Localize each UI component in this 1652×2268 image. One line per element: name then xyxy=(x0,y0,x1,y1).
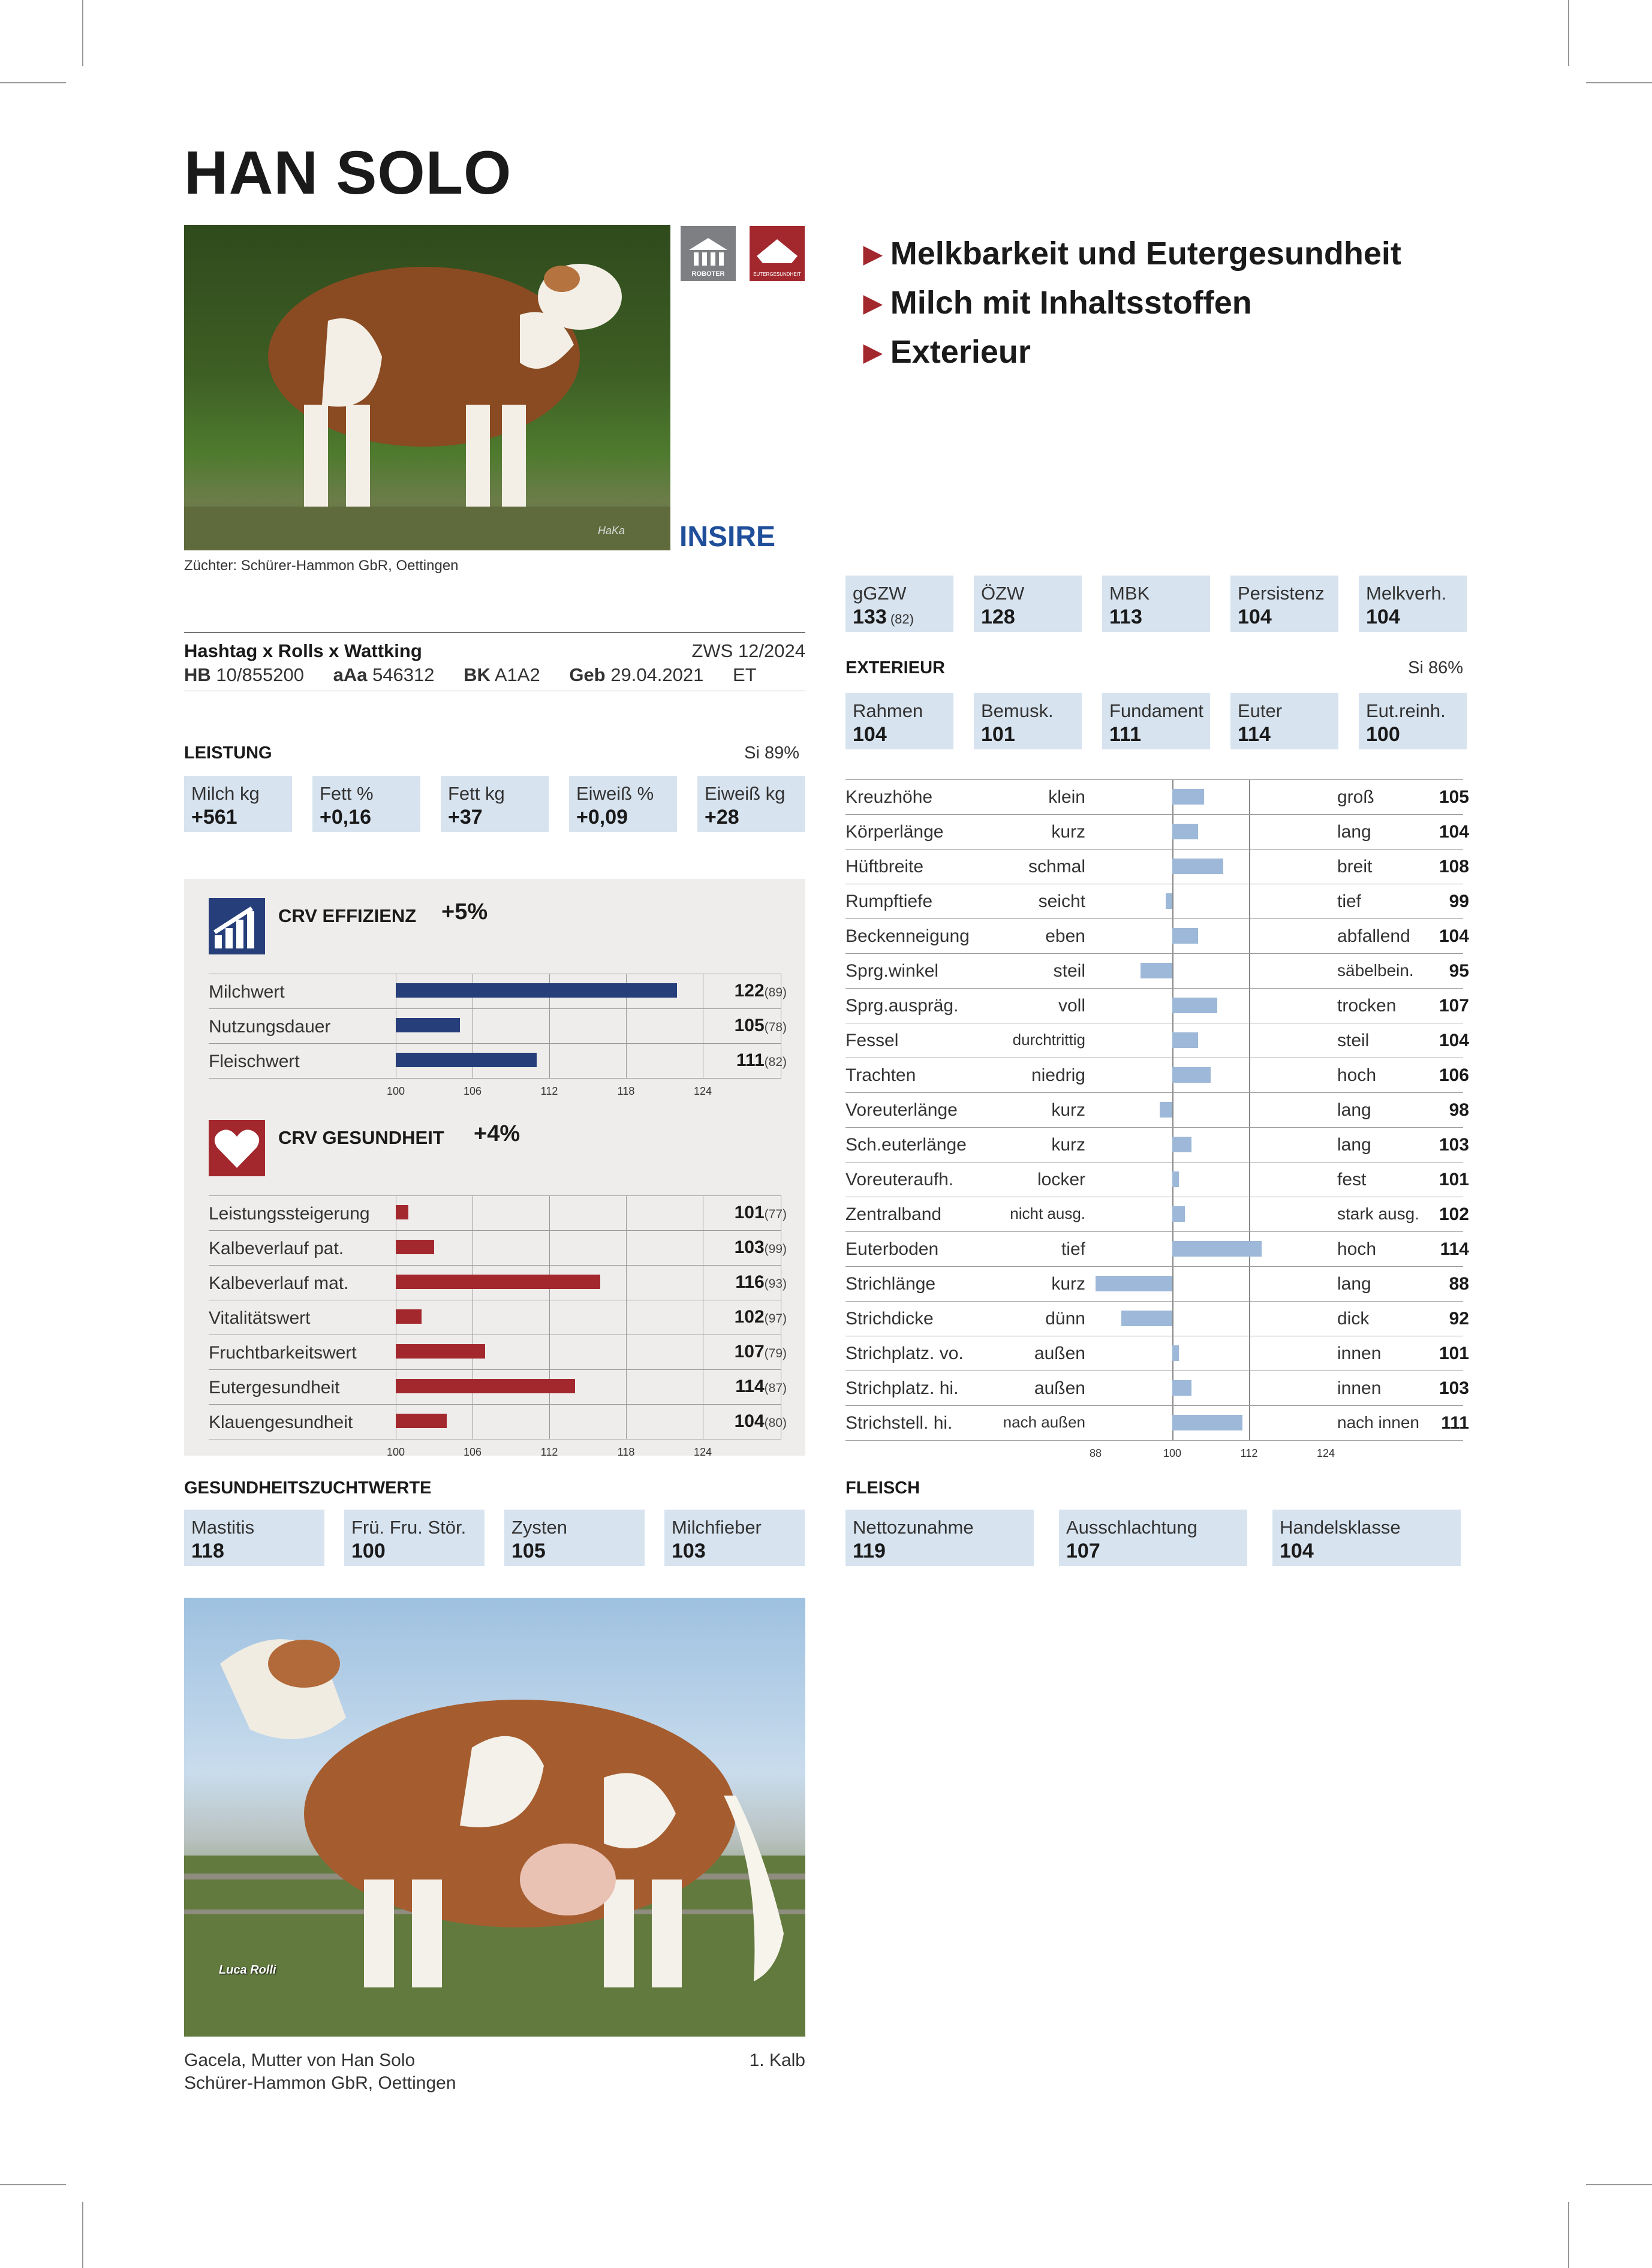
value-box-value: 104 xyxy=(1238,606,1272,628)
value-box-label: Melkverh. xyxy=(1366,583,1447,604)
value-box-si: (82) xyxy=(886,612,914,627)
trait-name: Körperlänge xyxy=(845,822,944,842)
trait-name: Strichdicke xyxy=(845,1309,934,1329)
crop-mark xyxy=(1568,2202,1569,2268)
axis-tick: 106 xyxy=(463,1085,482,1097)
bar-label: Nutzungsdauer xyxy=(209,1017,331,1037)
trait-high: innen xyxy=(1337,1378,1382,1398)
bar-value: 102(97) xyxy=(734,1307,787,1327)
trait-high: hoch xyxy=(1337,1065,1377,1085)
axis-tick: 118 xyxy=(617,1446,635,1458)
value-box-value: 118 xyxy=(191,1540,224,1562)
value-box-label: Fundament xyxy=(1109,700,1203,721)
trait-low: tief xyxy=(1061,1239,1085,1259)
trait-name: Sprg.auspräg. xyxy=(845,996,959,1016)
axis-tick: 124 xyxy=(1316,1447,1335,1459)
value-box-label: Frü. Fru. Stör. xyxy=(351,1517,467,1538)
pedigree-line: Hashtag x Rolls x Wattking xyxy=(184,640,422,661)
crop-mark xyxy=(1586,82,1652,83)
value-box-label: Eut.reinh. xyxy=(1366,700,1446,721)
bar-label: Klauengesundheit xyxy=(209,1412,353,1432)
trait-value: 107 xyxy=(1439,996,1469,1016)
trait-name: Euterboden xyxy=(845,1239,939,1259)
trait-high: nach innen xyxy=(1337,1413,1420,1432)
value-box-value: 100 xyxy=(351,1540,386,1562)
value-box xyxy=(1359,693,1467,749)
value-box xyxy=(344,1510,485,1566)
photo-caption: Züchter: Schürer-Hammon GbR, Oettingen xyxy=(184,558,459,574)
bar xyxy=(396,983,677,998)
bar xyxy=(396,1053,537,1067)
trait-name: Strichplatz. vo. xyxy=(845,1344,964,1363)
row-divider xyxy=(845,849,1463,850)
grid-line xyxy=(1249,779,1250,1440)
value-box-value: 100 xyxy=(1366,723,1400,746)
trait-low: niedrig xyxy=(1031,1065,1085,1085)
arrow-icon: ▶ xyxy=(863,339,882,366)
bar-value: 107(79) xyxy=(734,1342,787,1362)
trait-bar xyxy=(1172,824,1198,839)
bullet-item: ▶ Milch mit Inhaltsstoffen xyxy=(863,285,1252,321)
trait-value: 104 xyxy=(1439,926,1469,946)
value-box-label: Ausschlachtung xyxy=(1066,1517,1197,1538)
value-box xyxy=(312,776,420,832)
trait-value: 111 xyxy=(1441,1413,1469,1433)
efficiency-icon xyxy=(209,898,265,954)
value-box xyxy=(1359,576,1467,632)
row-divider xyxy=(209,1369,781,1370)
value-box-label: Persistenz xyxy=(1238,583,1325,604)
value-box xyxy=(664,1510,805,1566)
gesundheitszucht-title: GESUNDHEITSZUCHTWERTE xyxy=(184,1478,432,1498)
bar-si: (99) xyxy=(764,1242,787,1256)
value-box-label: ÖZW xyxy=(981,583,1025,604)
axis-tick: 118 xyxy=(617,1085,635,1097)
bar-label: Fleischwert xyxy=(209,1052,300,1071)
trait-bar xyxy=(1121,1311,1172,1326)
row-divider xyxy=(209,1008,781,1009)
row-divider xyxy=(209,1195,781,1196)
value-box-label: Euter xyxy=(1238,700,1283,721)
value-box-value: 104 xyxy=(1280,1540,1314,1562)
axis-tick: 106 xyxy=(463,1446,482,1458)
trait-low: nach außen xyxy=(1003,1413,1085,1431)
value-box-value: 133 (82) xyxy=(853,606,914,628)
trait-value: 105 xyxy=(1439,787,1469,807)
value-box xyxy=(504,1510,645,1566)
value-box-label: Rahmen xyxy=(853,700,923,721)
value-box-value: +0,16 xyxy=(320,806,372,829)
trait-low: klein xyxy=(1048,787,1085,807)
bar-si: (80) xyxy=(764,1416,787,1430)
row-divider xyxy=(845,918,1463,919)
value-box xyxy=(974,576,1082,632)
trait-bar xyxy=(1172,998,1217,1013)
crop-mark xyxy=(0,2184,66,2185)
bar-label: Milchwert xyxy=(209,982,285,1002)
zws-date: ZWS 12/2024 xyxy=(691,640,805,661)
trait-name: Beckenneigung xyxy=(845,926,970,946)
trait-name: Zentralband xyxy=(845,1204,942,1224)
mother-caption: Gacela, Mutter von Han Solo xyxy=(184,2050,416,2070)
axis-tick: 100 xyxy=(1163,1447,1182,1459)
trait-high: lang xyxy=(1337,1274,1371,1294)
trait-value: 101 xyxy=(1439,1344,1469,1363)
axis-tick: 112 xyxy=(1240,1447,1258,1459)
grid-line xyxy=(626,1195,627,1439)
row-divider xyxy=(209,1404,781,1405)
trait-bar xyxy=(1172,1137,1191,1152)
value-box-value: +561 xyxy=(191,806,237,829)
trait-value: 95 xyxy=(1449,961,1469,981)
trait-bar xyxy=(1172,1345,1179,1361)
bar-label: Fruchtbarkeitswert xyxy=(209,1343,357,1363)
crv-gesundheit-pct: +4% xyxy=(474,1121,520,1146)
value-box-label: Nettozunahme xyxy=(853,1517,974,1538)
trait-name: Sprg.winkel xyxy=(845,961,939,981)
value-box-label: Eiweiß kg xyxy=(705,783,786,804)
value-box-value: 119 xyxy=(853,1540,886,1562)
trait-value: 108 xyxy=(1439,857,1469,877)
trait-high: lang xyxy=(1337,1135,1371,1155)
trait-high: dick xyxy=(1337,1309,1370,1329)
trait-low: kurz xyxy=(1051,822,1085,842)
row-divider xyxy=(209,1043,781,1044)
trait-bar xyxy=(1172,1171,1179,1187)
trait-value: 88 xyxy=(1449,1274,1469,1294)
axis-tick: 112 xyxy=(540,1085,558,1097)
photo-watermark: HaKa xyxy=(598,525,625,537)
value-box xyxy=(569,776,677,832)
trait-name: Trachten xyxy=(845,1065,916,1085)
crop-mark xyxy=(82,2202,83,2268)
page-title: HAN SOLO xyxy=(184,138,512,207)
trait-name: Sch.euterlänge xyxy=(845,1135,967,1155)
trait-bar xyxy=(1141,963,1172,978)
trait-low: steil xyxy=(1053,961,1085,981)
trait-high: abfallend xyxy=(1337,926,1410,946)
trait-value: 101 xyxy=(1439,1170,1469,1189)
bar xyxy=(396,1344,485,1359)
crop-mark xyxy=(1568,0,1569,66)
grid-line xyxy=(1172,779,1173,1440)
arrow-icon: ▶ xyxy=(863,241,882,267)
bar-value: 111(82) xyxy=(736,1050,787,1070)
trait-high: innen xyxy=(1337,1344,1382,1363)
axis-tick: 124 xyxy=(693,1085,712,1097)
bar-si: (97) xyxy=(764,1312,787,1326)
row-divider xyxy=(845,1092,1463,1093)
trait-name: Kreuzhöhe xyxy=(845,787,933,807)
bar-si: (79) xyxy=(764,1347,787,1360)
trait-high: hoch xyxy=(1337,1239,1377,1259)
crv-effizienz-pct: +5% xyxy=(441,899,488,924)
crv-gesundheit-title: CRV GESUNDHEIT xyxy=(278,1127,444,1148)
mother-photo xyxy=(184,1598,805,2037)
row-divider xyxy=(209,1078,781,1079)
trait-low: kurz xyxy=(1051,1100,1085,1120)
trait-high: säbelbein. xyxy=(1337,961,1414,980)
value-box xyxy=(845,1510,1034,1566)
value-box xyxy=(1102,576,1210,632)
trait-low: nicht ausg. xyxy=(1010,1204,1085,1222)
axis-tick: 112 xyxy=(540,1446,558,1458)
axis-tick: 88 xyxy=(1089,1447,1102,1459)
value-box xyxy=(441,776,549,832)
insire-logo: INSIRE xyxy=(679,521,776,553)
trait-low: seicht xyxy=(1038,891,1085,911)
bar xyxy=(396,1275,600,1289)
bar-si: (78) xyxy=(764,1020,787,1034)
trait-low: eben xyxy=(1045,926,1085,946)
trait-bar xyxy=(1172,1380,1191,1396)
trait-bar xyxy=(1172,1206,1185,1222)
trait-bar xyxy=(1172,928,1198,944)
trait-low: schmal xyxy=(1028,857,1085,877)
trait-value: 104 xyxy=(1439,822,1469,842)
arrow-icon: ▶ xyxy=(863,290,882,317)
value-box xyxy=(845,693,953,749)
leistung-si: Si 89% xyxy=(744,743,799,763)
crop-mark xyxy=(0,82,66,83)
robot-icon-label: ROBOTER xyxy=(691,270,725,278)
bar xyxy=(396,1205,408,1219)
value-box xyxy=(845,576,953,632)
bullet-item: ▶ Exterieur xyxy=(863,334,1031,370)
value-box-value: 114 xyxy=(1238,723,1271,746)
value-box xyxy=(1272,1510,1461,1566)
trait-bar xyxy=(1172,1032,1198,1048)
trait-high: fest xyxy=(1337,1170,1367,1189)
photo-watermark: Luca Rolli xyxy=(219,1963,276,1977)
crop-mark xyxy=(82,0,83,66)
value-box-label: gGZW xyxy=(853,583,907,604)
bar-value: 114(87) xyxy=(735,1377,787,1396)
trait-low: kurz xyxy=(1051,1274,1085,1294)
trait-high: lang xyxy=(1337,822,1371,842)
value-box xyxy=(184,776,292,832)
bar-label: Leistungssteigerung xyxy=(209,1204,370,1224)
trait-value: 102 xyxy=(1439,1204,1469,1224)
value-box-value: 104 xyxy=(853,723,887,746)
trait-value: 92 xyxy=(1449,1309,1469,1329)
trait-name: Voreuterlänge xyxy=(845,1100,958,1120)
cow-illustration xyxy=(184,1598,805,2037)
value-box-label: Bemusk. xyxy=(981,700,1054,721)
bar-value: 105(78) xyxy=(734,1016,787,1035)
trait-value: 103 xyxy=(1439,1135,1469,1155)
bull-illustration xyxy=(184,225,670,550)
value-box-value: +0,09 xyxy=(576,806,628,829)
trait-value: 106 xyxy=(1439,1065,1469,1085)
trait-bar xyxy=(1172,1415,1242,1430)
bar-label: Kalbeverlauf pat. xyxy=(209,1239,344,1258)
bar-value: 103(99) xyxy=(734,1237,787,1257)
value-box xyxy=(1230,693,1338,749)
trait-low: voll xyxy=(1058,996,1085,1016)
value-box-label: Milchfieber xyxy=(672,1517,762,1538)
bar-label: Vitalitätswert xyxy=(209,1308,311,1328)
exterieur-si: Si 86% xyxy=(1408,658,1463,677)
trait-low: kurz xyxy=(1051,1135,1085,1155)
trait-name: Strichstell. hi. xyxy=(845,1413,953,1433)
bar-value: 122(89) xyxy=(734,981,787,1001)
udder-health-icon xyxy=(750,226,805,281)
trait-bar xyxy=(1096,1276,1172,1291)
trait-value: 104 xyxy=(1439,1031,1469,1050)
trait-name: Hüftbreite xyxy=(845,857,924,877)
bar-si: (87) xyxy=(764,1381,787,1395)
bar xyxy=(396,1018,460,1032)
value-box-value: 113 xyxy=(1109,606,1142,628)
row-divider xyxy=(845,953,1463,954)
exterieur-title: EXTERIEUR xyxy=(845,658,945,677)
value-box xyxy=(1102,693,1210,749)
breeder-caption: Schürer-Hammon GbR, Oettingen xyxy=(184,2073,456,2093)
calf-count: 1. Kalb xyxy=(749,2050,805,2070)
row-divider xyxy=(845,988,1463,989)
trait-low: locker xyxy=(1037,1170,1085,1189)
value-box xyxy=(974,693,1082,749)
trait-value: 99 xyxy=(1449,891,1469,911)
crv-effizienz-title: CRV EFFIZIENZ xyxy=(278,905,417,926)
trait-high: lang xyxy=(1337,1100,1371,1120)
value-box-value: 103 xyxy=(672,1540,706,1562)
row-divider xyxy=(845,1266,1463,1267)
axis-tick: 100 xyxy=(386,1085,405,1097)
trait-value: 103 xyxy=(1439,1378,1469,1398)
trait-name: Voreuteraufh. xyxy=(845,1170,954,1189)
bar-value: 104(80) xyxy=(734,1411,787,1431)
trait-bar xyxy=(1172,789,1204,805)
value-box-label: Eiweiß % xyxy=(576,783,654,804)
fleisch-title: FLEISCH xyxy=(845,1478,920,1498)
trait-low: dünn xyxy=(1045,1309,1085,1329)
value-box-value: 105 xyxy=(511,1540,546,1562)
value-box-value: 101 xyxy=(981,723,1015,746)
row-divider xyxy=(845,1405,1463,1406)
trait-name: Strichlänge xyxy=(845,1274,936,1294)
row-divider xyxy=(845,1440,1463,1441)
trait-bar xyxy=(1160,1102,1172,1118)
trait-high: breit xyxy=(1337,857,1373,877)
bar-value: 101(77) xyxy=(734,1203,787,1222)
grid-line xyxy=(549,1195,550,1439)
trait-value: 98 xyxy=(1449,1100,1469,1120)
row-divider xyxy=(209,1265,781,1266)
row-divider xyxy=(209,1230,781,1231)
trait-high: trocken xyxy=(1337,996,1397,1016)
value-box-value: 107 xyxy=(1066,1540,1100,1562)
trait-high: tief xyxy=(1337,891,1362,911)
trait-name: Fessel xyxy=(845,1031,899,1050)
bar-si: (89) xyxy=(764,986,787,999)
bar-label: Kalbeverlauf mat. xyxy=(209,1273,349,1293)
bar-si: (93) xyxy=(764,1277,787,1291)
row-divider xyxy=(845,1231,1463,1232)
bar xyxy=(396,1379,575,1393)
trait-bar xyxy=(1172,859,1223,874)
value-box xyxy=(697,776,805,832)
trait-low: außen xyxy=(1034,1344,1085,1363)
bar-si: (82) xyxy=(764,1055,787,1069)
crop-mark xyxy=(1586,2184,1652,2185)
robot-icon xyxy=(681,226,736,281)
value-box-label: Handelsklasse xyxy=(1280,1517,1401,1538)
bull-photo xyxy=(184,225,670,550)
row-divider xyxy=(845,814,1463,815)
value-box-value: +37 xyxy=(448,806,483,829)
udder-icon-label: EUTERGESUNDHEIT xyxy=(753,272,801,277)
bullet-item: ▶ Melkbarkeit und Eutergesundheit xyxy=(863,236,1401,272)
row-divider xyxy=(845,779,1463,780)
leistung-title: LEISTUNG xyxy=(184,743,272,763)
value-box-label: Fett kg xyxy=(448,783,505,804)
trait-low: außen xyxy=(1034,1378,1085,1398)
value-box xyxy=(184,1510,324,1566)
trait-high: stark ausg. xyxy=(1337,1204,1419,1223)
trait-bar xyxy=(1166,893,1172,909)
axis-tick: 124 xyxy=(693,1446,712,1458)
trait-bar xyxy=(1172,1067,1211,1083)
trait-value: 114 xyxy=(1440,1239,1469,1259)
value-box-label: MBK xyxy=(1109,583,1150,604)
bar-label: Eutergesundheit xyxy=(209,1378,340,1397)
value-box xyxy=(1230,576,1338,632)
divider xyxy=(184,632,805,633)
value-box-value: +28 xyxy=(705,806,739,829)
bar xyxy=(396,1309,422,1324)
trait-bar xyxy=(1172,1241,1262,1257)
bar-value: 116(93) xyxy=(735,1272,787,1292)
axis-tick: 100 xyxy=(386,1446,405,1458)
value-box-label: Zysten xyxy=(511,1517,568,1538)
trait-low: durchtrittig xyxy=(1012,1031,1085,1049)
heart-icon xyxy=(209,1120,265,1176)
trait-high: groß xyxy=(1337,787,1374,807)
value-box-label: Mastitis xyxy=(191,1517,255,1538)
row-divider xyxy=(845,1301,1463,1302)
bar xyxy=(396,1240,434,1254)
value-box-value: 111 xyxy=(1109,723,1141,746)
trait-name: Strichplatz. hi. xyxy=(845,1378,959,1398)
value-box-label: Milch kg xyxy=(191,783,260,804)
value-box-label: Fett % xyxy=(320,783,374,804)
bar xyxy=(396,1414,447,1428)
value-box-value: 104 xyxy=(1366,606,1400,628)
bar-si: (77) xyxy=(764,1207,787,1221)
trait-high: steil xyxy=(1337,1031,1370,1050)
row-divider xyxy=(845,1127,1463,1128)
trait-name: Rumpftiefe xyxy=(845,891,933,911)
pedigree-ids: HB 10/855200 aAa 546312 BK A1A2 Geb 29.04.2021 ET xyxy=(184,664,757,685)
value-box xyxy=(1059,1510,1247,1566)
value-box-value: 128 xyxy=(981,606,1015,628)
